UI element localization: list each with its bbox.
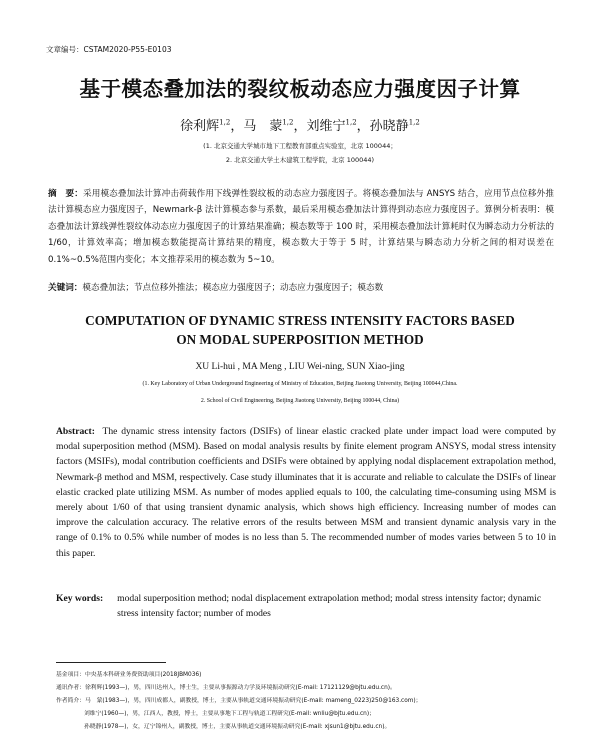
footnote-funding: 基金项目：中央基本科研业务费资助项目(2018JBM036) <box>56 672 202 678</box>
english-affiliation-1: (1. Key Laboratory of Urban Underground Engineering of Ministry of Education, Beijing Jiaotong University, Beijing 100044,China. <box>142 381 458 387</box>
author-affiliation-sup: 1,2 <box>219 118 231 127</box>
author-name: 马 蒙 <box>243 119 283 134</box>
english-abstract-text: The dynamic stress intensity factors (DSIFs) of linear elastic cracked plate under impact load were computed by modal superposition method (MSM). Based on modal analysis results by finite element program ANSYS, modal stress intensity factors (MSIFs), modal contribution coefficients and DSIFs were obtained by applying nodal displacement extrapolation method, Newmark-β method and MSM, respectively. Case study illuminates that it is accurate and reliable to calculate the DSIFs of linear elastic cracked plate utilizing MSM. As number of modes applied equals to 100, the calculating time-consuming using MSM is merely about 1/60 of that using transient dynamic analysis, which shows high efficiency. Increasing number of modes can improve the calculation accuracy. The relative errors of the results between MSM and transient dynamic analysis vary in the range of 0.1% to 0.5% while number of modes is no less than 5. The recommended number of modes varies between 5 to 10 in this paper. <box>56 426 556 559</box>
english-keywords-label: Key words: <box>56 593 104 604</box>
chinese-authors <box>0 115 600 134</box>
english-title-line: ON MODAL SUPERPOSITION METHOD <box>176 331 424 347</box>
author-separator: ， <box>293 119 307 134</box>
author-affiliation-sup: 1,2 <box>408 118 420 127</box>
english-affiliation-2: 2. School of Civil Engineering, Beijing Jiaotong University, Beijing 100044, China) <box>200 398 400 404</box>
author-name: 刘维宁 <box>306 119 346 134</box>
english-abstract-label: Abstract: <box>56 426 95 437</box>
author-affiliation-sup: 1,2 <box>282 118 294 127</box>
english-title <box>0 312 600 349</box>
chinese-keywords <box>48 281 554 293</box>
author-separator: ， <box>356 119 370 134</box>
author-name: 徐利辉 <box>180 119 220 134</box>
chinese-abstract-text: 采用模态叠加法计算冲击荷载作用下线弹性裂纹板的动态应力强度因子。将模态叠加法与 ANSYS 结合，应用节点位移外推法计算模态应力强度因子，Newmark-β 法计算模态参与系数，最后采用模态叠加法计算得到动态应力强度因子。算例分析表明：模态叠加法计算线弹性裂纹体动态应力强度因子的计算结果准确；模态数等于 100 时，采用模态叠加法计算耗时仅为瞬态动力分析法的 1/60，计算效率高；增加模态数能提高计算结果的精度，模态数大于等于 5 时，计算结果与瞬态动力分析之间的相对误差在 0.1%~0.5%范围内变化；本文推荐采用的模态数为 5~10。 <box>48 189 554 265</box>
chinese-title: 基于模态叠加法的裂纹板动态应力强度因子计算 <box>79 77 521 101</box>
chinese-abstract-label: 摘 要： <box>48 189 83 199</box>
author-name: 孙晓静 <box>369 119 409 134</box>
footnote-author-bio: 刘维宁(1960—)，男，江西人，教授，博士，主要从事地下工程与轨道工程研究(E-mail: wnliu@bjtu.edu.cn)； <box>84 711 375 717</box>
chinese-keywords-text: 模态叠加法；节点位移外推法；模态应力强度因子；动态应力强度因子；模态数 <box>82 283 384 293</box>
chinese-keywords-label: 关键词： <box>48 283 83 293</box>
author-separator: ， <box>230 119 244 134</box>
footnote-divider <box>56 662 166 663</box>
english-abstract <box>56 424 556 561</box>
author-affiliation-sup: 1,2 <box>345 118 357 127</box>
chinese-abstract <box>48 186 554 268</box>
chinese-affiliation-1: (1. 北京交通大学城市地下工程教育部重点实验室，北京 100044； <box>203 142 397 150</box>
footnote-author-bio: 孙晓静(1978—)，女，辽宁锦州人，副教授，博士，主要从事轨道交通环境振动研究(E-mail: xjsun1@bjtu.edu.cn)。 <box>84 724 391 730</box>
english-keywords-text: modal superposition method; nodal displacement extrapolation method; modal stress intensity factor; dynamic stress intensity factor; number of modes <box>117 593 542 620</box>
footnote-author-bio: 作者简介：马 蒙(1983—)，男，四川成都人，副教授，博士，主要从事轨道交通环境振动研究(E-mail: mameng_0223)250@163.com)； <box>56 698 422 704</box>
english-keywords <box>56 591 556 621</box>
english-title-line: COMPUTATION OF DYNAMIC STRESS INTENSITY FACTORS BASED <box>85 313 515 328</box>
footnote-corresponding-author: 通讯作者：徐利辉(1993—)，男，四川达州人，博士生，主要从事振源动力学及环境振动研究(E-mail: 17121129@bjtu.edu.cn)。 <box>56 685 396 691</box>
english-authors: XU Li-hui , MA Meng , LIU Wei-ning, SUN Xiao-jing <box>195 362 405 372</box>
chinese-affiliation-2: 2. 北京交通大学土木建筑工程学院，北京 100044) <box>225 156 375 164</box>
article-id: 文章编号：CSTAM2020-P55-E0103 <box>46 45 172 54</box>
